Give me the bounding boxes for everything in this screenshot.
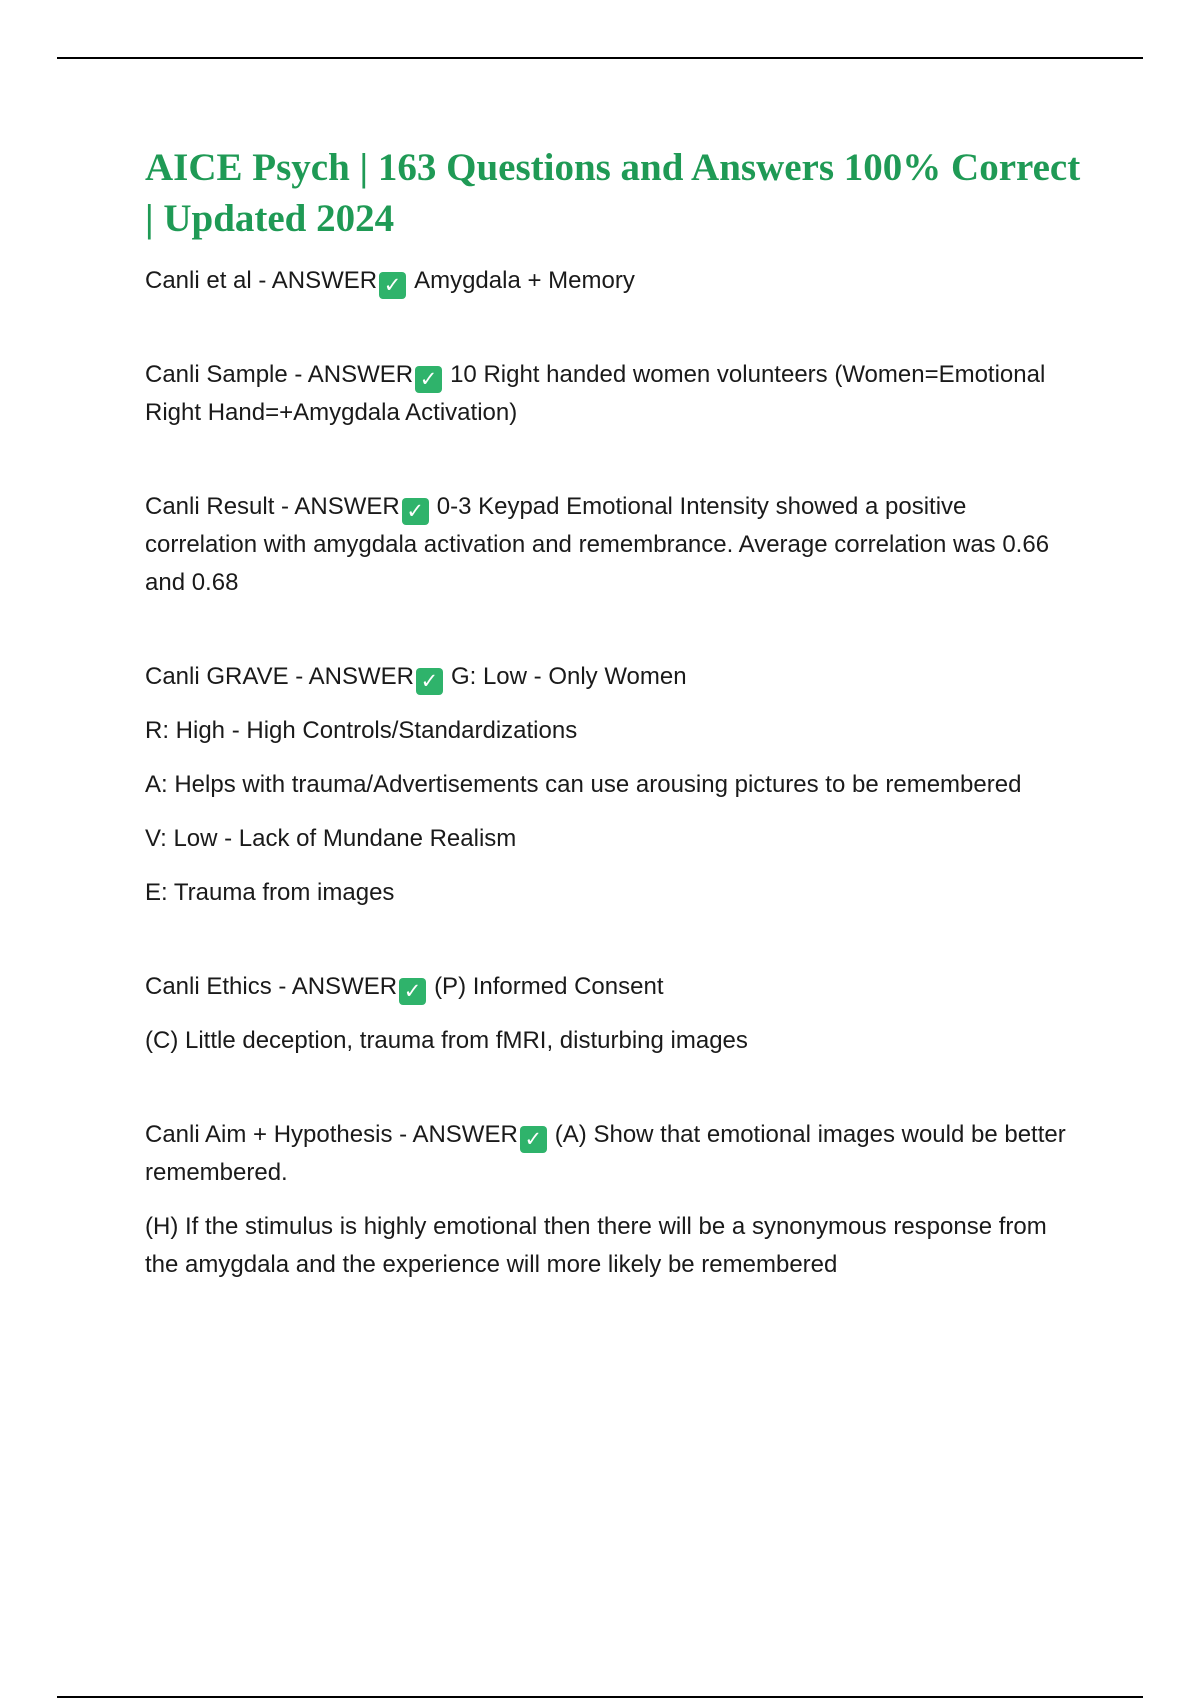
check-mark-icon: ✓: [379, 272, 406, 299]
check-mark-icon: ✓: [520, 1126, 547, 1153]
answer-text: Amygdala + Memory: [414, 267, 635, 294]
qa-item: [145, 488, 1085, 602]
question-text: Canli Sample - ANSWER: [145, 361, 414, 388]
qa-line: [145, 968, 1085, 1006]
check-mark-icon: ✓: [402, 498, 429, 525]
answer-text: (P) Informed Consent: [434, 973, 664, 1000]
qa-item: [145, 262, 1085, 300]
qa-item: [145, 658, 1085, 912]
question-text: Canli Ethics - ANSWER: [145, 973, 398, 1000]
qa-line: [145, 1116, 1085, 1192]
top-rule: [57, 57, 1143, 59]
document-body: [145, 142, 1085, 1300]
answer-extra-line: V: Low - Lack of Mundane Realism: [145, 825, 517, 852]
qa-item: [145, 356, 1085, 432]
question-text: Canli et al - ANSWER: [145, 267, 378, 294]
qa-line: [145, 262, 1085, 300]
question-text: Canli Aim + Hypothesis - ANSWER: [145, 1121, 518, 1148]
answer-extra-line: E: Trauma from images: [145, 879, 395, 906]
qa-line: [145, 356, 1085, 432]
document-title: AICE Psych | 163 Questions and Answers 100% Correct | Updated 2024: [145, 146, 1081, 240]
check-mark-icon: ✓: [399, 978, 426, 1005]
answer-extra-line: (H) If the stimulus is highly emotional then there will be a synonymous response from the amygdala and the experience will more likely be remembered: [145, 1213, 1047, 1278]
qa-item: [145, 968, 1085, 1060]
answer-text: G: Low - Only Women: [450, 663, 687, 690]
bottom-rule: [57, 1696, 1143, 1698]
answer-text: 10 Right handed women volunteers (Women=Emotional Right Hand=+Amygdala Activation): [145, 361, 1046, 426]
question-text: Canli Result - ANSWER: [145, 493, 400, 520]
check-mark-icon: ✓: [416, 668, 443, 695]
answer-text: 0-3 Keypad Emotional Intensity showed a positive correlation with amygdala activation and remembrance. Average correlation was 0.66 and 0.68: [145, 493, 1050, 596]
qa-line: [145, 488, 1085, 602]
answer-extra-line: A: Helps with trauma/Advertisements can use arousing pictures to be remembered: [145, 771, 1022, 798]
answer-extra-line: (C) Little deception, trauma from fMRI, disturbing images: [145, 1027, 748, 1054]
answer-text: (A) Show that emotional images would be better remembered.: [145, 1121, 1066, 1186]
check-mark-icon: ✓: [415, 366, 442, 393]
qa-line: [145, 658, 1085, 696]
answer-extra-line: R: High - High Controls/Standardizations: [145, 717, 578, 744]
question-text: Canli GRAVE - ANSWER: [145, 663, 414, 690]
qa-item: [145, 1116, 1085, 1284]
